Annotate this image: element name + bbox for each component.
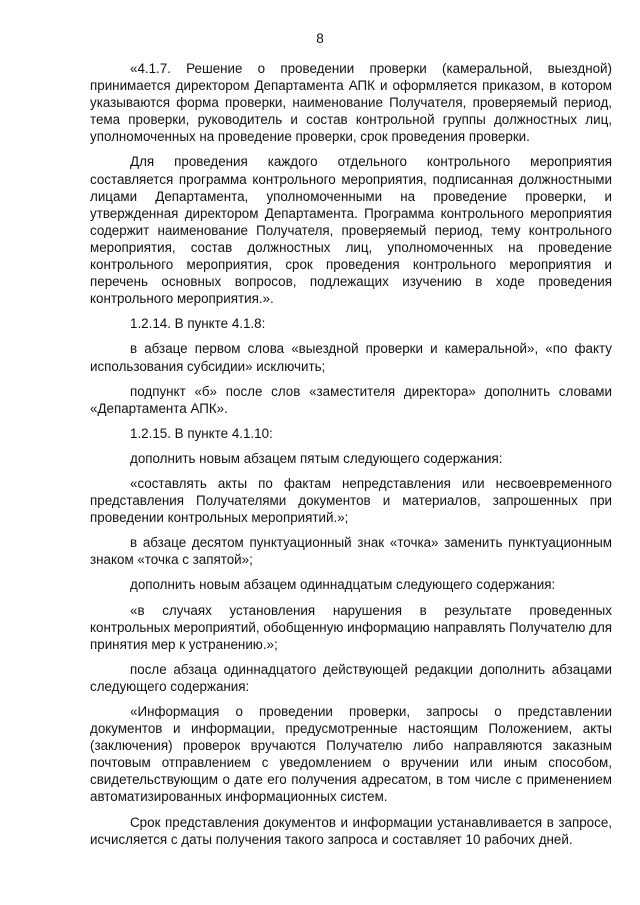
paragraph-1-2-15: 1.2.15. В пункте 4.1.10:	[130, 425, 273, 441]
paragraph-acts: «составлять акты по фактам непредставления или несвоевременного представления Получателями документов и материалов, запрошенных при проведении контрольных мероприятий.»;	[90, 475, 612, 526]
paragraph-4-1-7: «4.1.7. Решение о проведении проверки (камеральной, выездной) принимается директором Департамента АПК и оформляется приказом, в котором указываются форма проверки, наименование Получателя, проверяемый период, тема проверки, руководитель и состав контрольной группы должностных лиц, уполномоченных на проведение проверки, срок проведения проверки.	[90, 61, 612, 145]
paragraph-deadline: Срок представления документов и информации устанавливается в запросе, исчисляется с даты получения такого запроса и составляет 10 рабочих дней.	[90, 814, 612, 847]
document-body	[90, 60, 612, 856]
paragraph-1-2-14: 1.2.14. В пункте 4.1.8:	[130, 316, 266, 332]
paragraph-add-fifth: дополнить новым абзацем пятым следующего содержания:	[130, 450, 503, 466]
paragraph-information: «Информация о проведении проверки, запросы о представлении документов и информации, предусмотренные настоящим Положением, акты (заключения) проверок вручаются Получателю либо направляются заказным почтовым отправлением с уведомлением о вручении или иным способом, свидетельствующим о дате его получения адресатом, в том числе с применением автоматизированных информационных систем.	[90, 704, 612, 805]
paragraph-add-eleventh: дополнить новым абзацем одиннадцатым следующего содержания:	[130, 577, 556, 593]
paragraph-subpoint-b: подпункт «б» после слов «заместителя директора» дополнить словами «Департамента АПК».	[90, 383, 612, 416]
paragraph-first-abzac: в абзаце первом слова «выездной проверки и камеральной», «по факту использования субсидии» исключить;	[90, 341, 612, 374]
paragraph-program: Для проведения каждого отдельного контрольного мероприятия составляется программа контрольного мероприятия, подписанная должностными лицами Департамента, уполномоченными на проведение проверки, и утвержденная директором Департамента. Программа контрольного мероприятия содержит наименование Получателя, проверяемый период, тему контрольного мероприятия, состав должностных лиц, уполномоченных на проведение контрольного мероприятия, срок проведения контрольного мероприятия и перечень основных вопросов, подлежащих изучению в ходе проведения контрольного мероприятия.».	[90, 154, 612, 307]
paragraph-tenth-abzac: в абзаце десятом пунктуационный знак «точка» заменить пунктуационным знаком «точка с запятой»;	[90, 535, 612, 568]
paragraph-violations: «в случаях установления нарушения в результате проведенных контрольных мероприятий, обобщенную информацию направлять Получателю для принятия мер к устранению.»;	[90, 602, 613, 652]
paragraph-after-eleventh: после абзаца одиннадцатого действующей редакции дополнить абзацами следующего содержания:	[90, 661, 612, 694]
page-number: 8	[316, 31, 324, 46]
